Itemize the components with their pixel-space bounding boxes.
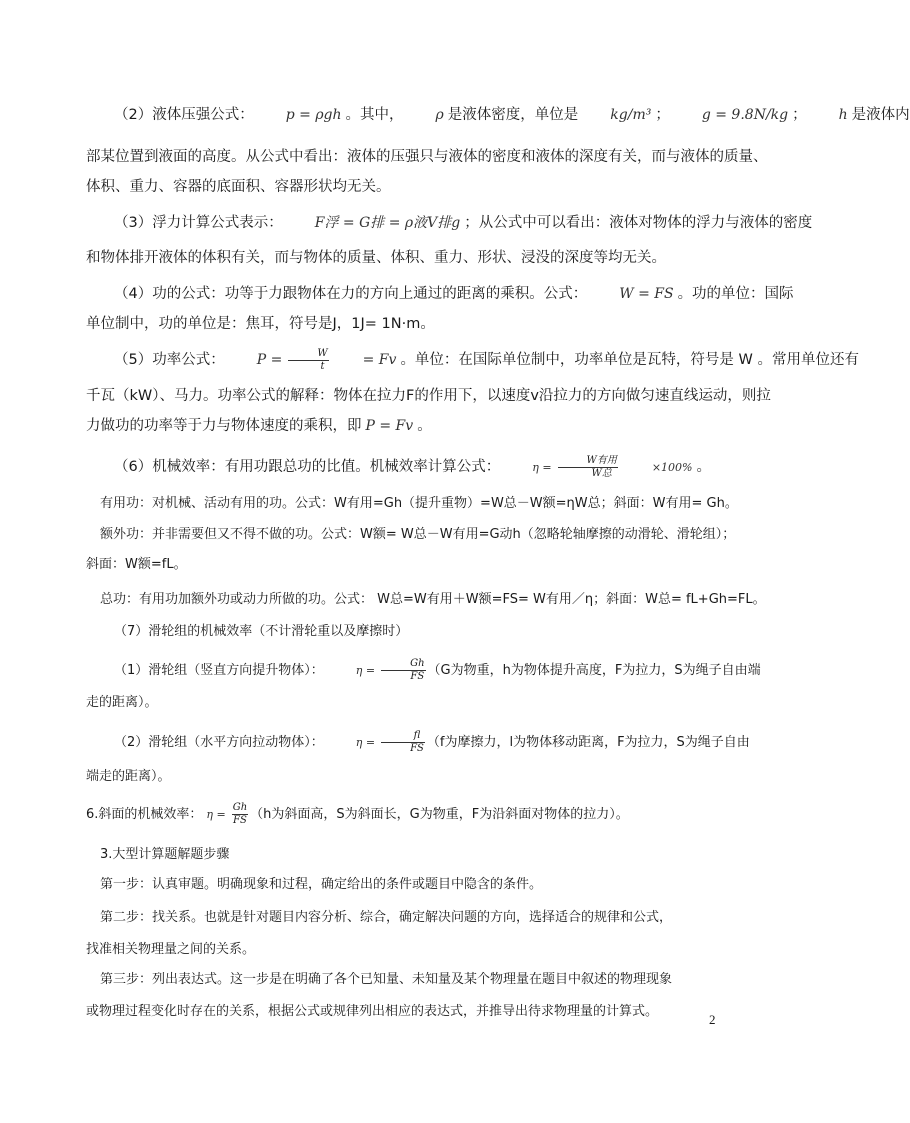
formula-power-lhs: P = [256, 352, 283, 368]
paragraph-line: 体积、重力、容器的底面积、容器形状均无关。 [86, 179, 391, 195]
formula-eta: η = [355, 664, 376, 677]
fraction-numerator: Gh [381, 658, 425, 671]
paragraph-line: 单位制中，功的单位是：焦耳，符号是J，1J= 1N·m。 [86, 316, 435, 332]
paragraph-pulley-vertical [86, 656, 761, 686]
paragraph-line: 找准相关物理量之间的关系。 [86, 942, 256, 957]
paragraph-line: 千瓦（kW）、马力。功率公式的解释：物体在拉力F的作用下，以速度v沿拉力的方向做匀速直线运动，则拉 [86, 388, 771, 404]
formula-g-value: g = 9.8N/kg [701, 107, 789, 123]
text: （3）浮力计算公式表示： [114, 215, 283, 231]
fraction-denominator: FS [410, 743, 424, 754]
paragraph-work [86, 279, 794, 309]
paragraph-power [86, 345, 859, 375]
paragraph-line: 和物体排开液体的体积有关，而与物体的质量、体积、重力、形状、浸没的深度等均无关。 [86, 250, 666, 266]
text: （h为斜面高，S为斜面长，G为物重，F为沿斜面对物体的拉力）。 [250, 807, 629, 822]
fraction-efficiency [558, 455, 618, 480]
fraction-fl-over-fs [381, 730, 425, 755]
fraction-denominator: FS [410, 671, 425, 682]
formula-efficiency-rhs: ×100% [651, 461, 693, 474]
fraction-numerator: W [288, 348, 328, 361]
text: （2）滑轮组（水平方向拉动物体）： [114, 735, 324, 750]
paragraph-useful-work: 有用功：对机械、活动有用的功。公式：W有用=Gh（提升重物）=W总－W额=ηW总；斜面：W有用= Gh。 [100, 496, 738, 511]
text: （f为摩擦力，l为物体移动距离，F为拉力，S为绳子自由 [426, 735, 750, 750]
formula-symbol-rho: ρ [435, 107, 444, 123]
paragraph-line: 部某位置到液面的高度。从公式中看出：液体的压强只与液体的密度和液体的深度有关，而与液体的质量、 [86, 149, 768, 165]
paragraph-liquid-pressure [86, 100, 910, 130]
text: 是液体密度，单位是 [447, 107, 579, 123]
fraction-w-over-t [288, 348, 328, 373]
formula-power-rhs: = Fv [362, 352, 397, 368]
paragraph-step-three: 第三步：列出表达式。这一步是在明确了各个已知量、未知量及某个物理量在题目中叙述的物理现象 [100, 972, 673, 987]
text: ；从公式中可以看出：液体对物体的浮力与液体的密度 [464, 215, 813, 231]
paragraph-line: 或物理过程变化时存在的关系，根据公式或规律列出相应的表达式，并推导出待求物理量的计算式。 [86, 1004, 659, 1019]
text: 是液体内 [851, 107, 910, 123]
paragraph-line: 斜面：W额=fL。 [86, 557, 187, 572]
text: ； [792, 107, 807, 123]
paragraph-efficiency [86, 452, 726, 483]
formula-eta: η = [355, 736, 376, 749]
paragraph-extra-work: 额外功：并非需要但又不得不做的功。公式：W额= W总－W有用=G动h（忽略轮轴摩擦的动滑轮、滑轮组）； [100, 527, 736, 542]
paragraph-line: 端走的距离）。 [86, 769, 171, 784]
paragraph-line [86, 411, 726, 441]
formula-work: W = FS [619, 286, 674, 302]
text: 6.斜面的机械效率： [86, 807, 203, 822]
fraction-denominator: FS [233, 815, 247, 826]
text: （2）液体压强公式： [114, 107, 254, 123]
paragraph-total-work: 总功：有用功加额外功或动力所做的功。公式： W总=W有用＋W额=FS= W有用／η；斜面：W总= fL+Gh=FL。 [100, 592, 766, 607]
text: （1）滑轮组（竖直方向提升物体）： [114, 663, 324, 678]
text: （5）功率公式： [114, 352, 225, 368]
fraction-denominator: t [320, 360, 325, 372]
text: 。 [696, 459, 711, 475]
fraction-numerator: fl [381, 730, 425, 743]
page-number: 2 [709, 1012, 716, 1027]
fraction-denominator: W总 [591, 467, 612, 479]
fraction-gh-over-fs [232, 802, 248, 827]
paragraph-incline-efficiency [86, 800, 726, 830]
paragraph-step-one: 第一步：认真审题。明确现象和过程，确定给出的条件或题目中隐含的条件。 [100, 877, 543, 892]
formula-pressure: p = ρgh [285, 107, 342, 123]
fraction-numerator: Gh [232, 802, 248, 813]
paragraph-step-two: 第二步：找关系。也就是针对题目内容分析、综合，确定解决问题的方向，选择适合的规律和公式， [100, 910, 673, 925]
text: ； [655, 107, 670, 123]
paragraph-line: 走的距离）。 [86, 695, 158, 710]
fraction-numerator: W有用 [558, 455, 618, 468]
fraction-gh-over-fs [381, 658, 425, 683]
text: 。功的单位：国际 [677, 286, 794, 302]
formula-buoyancy: F浮 = G排 = ρ液V排g [314, 215, 461, 231]
text: 。其中， [345, 107, 404, 123]
text: 力做功的功率等于力与物体速度的乘积，即 [86, 418, 362, 434]
paragraph-pulley-efficiency: （7）滑轮组的机械效率（不计滑轮重以及摩擦时） [114, 624, 409, 639]
paragraph-buoyancy [86, 208, 813, 238]
formula-eta: η = [206, 808, 226, 821]
text: （4）功的公式：功等于力跟物体在力的方向上通过的距离的乘积。公式： [114, 286, 588, 302]
paragraph-pulley-horizontal [86, 728, 750, 758]
section-heading-steps: 3.大型计算题解题步骤 [100, 847, 230, 862]
formula-unit-density: kg/m³ [610, 107, 652, 123]
text: 。单位：在国际单位制中，功率单位是瓦特，符号是 W 。常用单位还有 [400, 352, 859, 368]
formula-symbol-h: h [838, 107, 848, 123]
formula-power-fv: P = Fv [365, 418, 414, 434]
text: （6）机械效率：有用功跟总功的比值。机械效率计算公式： [114, 459, 501, 475]
text: （G为物重，h为物体提升高度，F为拉力，S为绳子自由端 [427, 663, 761, 678]
text: 。 [417, 418, 432, 434]
formula-efficiency-lhs: η = [532, 461, 552, 474]
